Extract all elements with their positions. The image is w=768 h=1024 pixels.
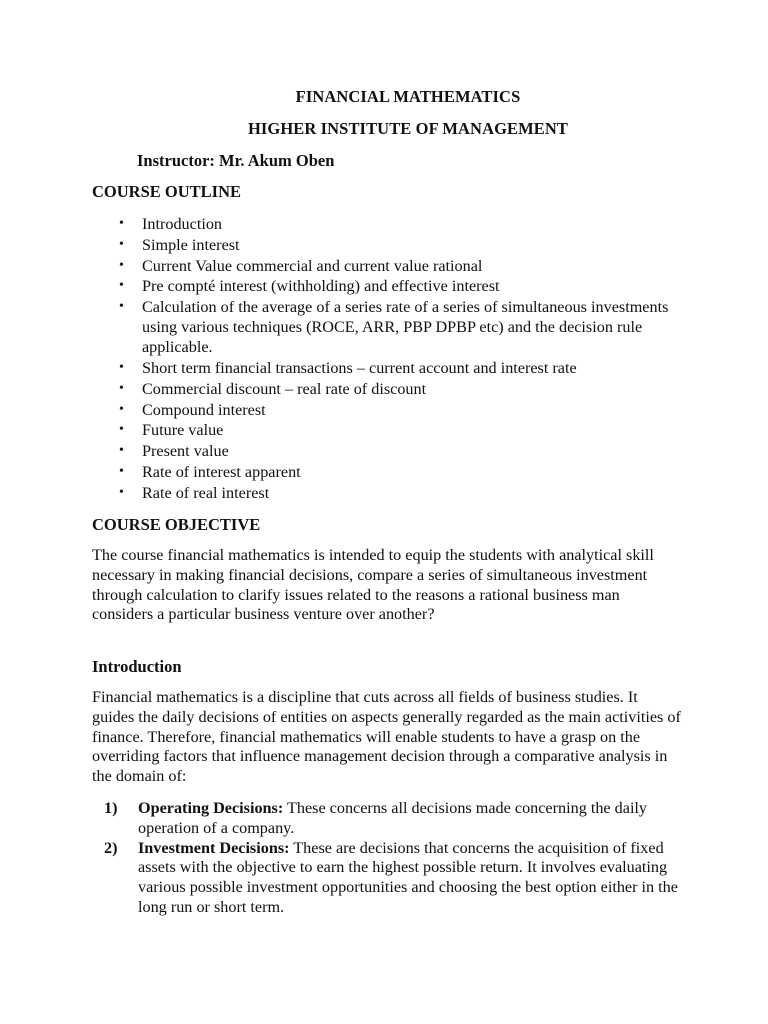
outline-item-text: Commercial discount – real rate of discount [142, 379, 427, 398]
list-item [92, 276, 692, 296]
bullet-icon: • [119, 236, 124, 252]
list-item [92, 235, 692, 255]
bullet-icon: • [119, 484, 124, 500]
bullet-icon: • [119, 380, 124, 396]
course-outline-list [92, 214, 692, 504]
outline-item-text: Current Value commercial and current value rational [142, 256, 483, 275]
outline-item-text: Simple interest [142, 235, 240, 254]
decision-term: Investment Decisions: [138, 838, 290, 857]
bullet-icon: • [119, 299, 124, 315]
outline-item-text: Rate of real interest [142, 483, 270, 502]
bullet-icon: • [119, 463, 124, 479]
outline-item-text: Short term financial transactions – current account and interest rate [142, 358, 577, 377]
decisions-list [92, 799, 692, 918]
decision-description: These are decisions that concerns the acquisition of fixed assets with the objective to earn the highest possible return. It involves evaluating various possible investment opportunities and choosing the best option either in the long run or short term. [138, 838, 678, 916]
list-item [92, 256, 692, 276]
list-item [92, 483, 692, 503]
outline-item-text: Calculation of the average of a series rate of a series of simultaneous investments using various techniques (ROCE, ARR, PBP DPBP etc) and the decision rule applicable. [142, 298, 669, 357]
item-number: 2) [104, 838, 118, 857]
outline-item-text: Pre compté interest (withholding) and effective interest [142, 277, 500, 296]
introduction-paragraph: Financial mathematics is a discipline that cuts across all fields of business studies. It guides the daily decisions of entities on aspects generally regarded as the main activities of finance. Therefore, financial mathematics will enable students to have a grasp on the overriding factors that influence management decision through a comparative analysis in the domain of: [92, 688, 681, 786]
list-item [92, 400, 692, 420]
outline-item-text: Introduction [142, 215, 223, 233]
list-item [92, 214, 692, 234]
list-item [92, 839, 692, 918]
list-item [92, 799, 692, 839]
instructor-line: Instructor: Mr. Akum Oben [137, 151, 335, 170]
list-item [92, 420, 692, 440]
document-title: FINANCIAL MATHEMATICS [295, 87, 521, 106]
list-item [92, 297, 692, 357]
item-number: 1) [104, 799, 118, 817]
list-item [92, 441, 692, 461]
bullet-icon: • [119, 278, 124, 294]
institute-name: HIGHER INSTITUTE OF MANAGEMENT [247, 119, 569, 138]
decision-description: These concerns all decisions made concerning the daily operation of a company. [138, 799, 648, 837]
course-objective-paragraph: The course financial mathematics is intended to equip the students with analytical skill necessary in making financial decisions, compare a series of simultaneous investment through calculation to clarify issues related to the reasons a rational business man considers a particular business venture over another? [92, 546, 654, 624]
outline-item-text: Rate of interest apparent [142, 462, 301, 481]
bullet-icon: • [119, 401, 124, 417]
list-item [92, 379, 692, 399]
bullet-icon: • [119, 422, 124, 438]
introduction-heading: Introduction [92, 657, 182, 676]
course-outline-heading: COURSE OUTLINE [92, 182, 241, 201]
outline-item-text: Future value [142, 421, 224, 440]
course-objective-heading: COURSE OBJECTIVE [92, 515, 261, 534]
list-item [92, 358, 692, 378]
bullet-icon: • [119, 359, 124, 375]
outline-item-text: Compound interest [142, 400, 266, 419]
decision-term: Operating Decisions: [138, 799, 284, 817]
bullet-icon: • [119, 216, 124, 231]
list-item [92, 462, 692, 482]
outline-item-text: Present value [142, 442, 229, 461]
bullet-icon: • [119, 443, 124, 459]
bullet-icon: • [119, 257, 124, 273]
